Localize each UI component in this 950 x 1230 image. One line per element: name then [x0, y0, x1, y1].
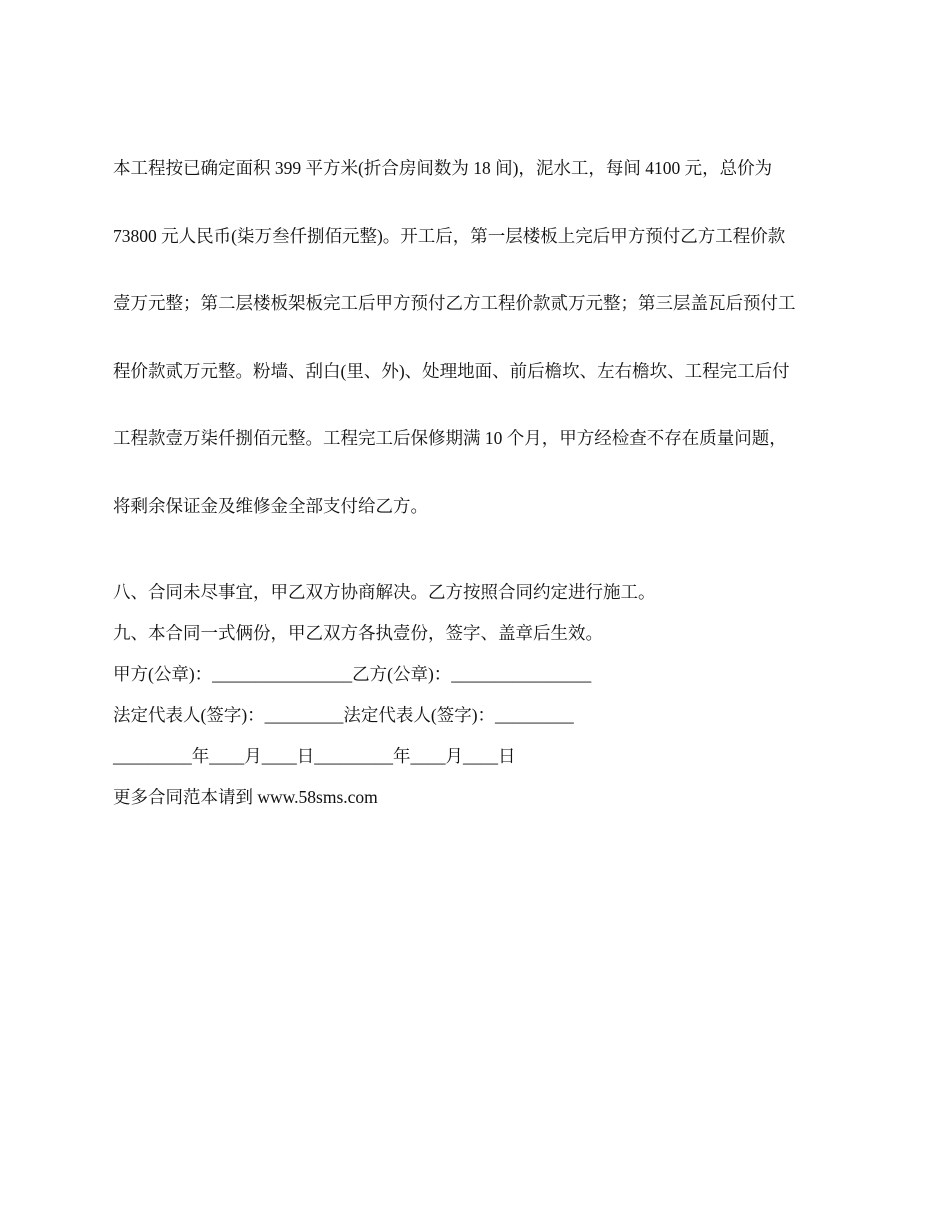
payment-terms-line: 本工程按已确定面积 399 平方米(折合房间数为 18 间)，泥水工，每间 4100 元，总价为 [113, 158, 773, 178]
payment-terms-line: 程价款贰万元整。粉墙、刮白(里、外)、处理地面、前后檐坎、左右檐坎、工程完工后付 [113, 360, 790, 381]
footer-note: 更多合同范本请到 www.58sms.com [113, 787, 378, 808]
document-page [113, 112, 843, 828]
payment-terms-line: 壹万元整；第二层楼板架板完工后甲方预付乙方工程价款贰万元整；第三层盖瓦后预付工 [113, 293, 796, 313]
payment-terms-paragraph [113, 112, 843, 562]
clause-8-paragraph: 八、合同未尽事宜，甲乙双方协商解决。乙方按照合同约定进行施工。 [113, 582, 656, 602]
payment-terms-line: 工程款壹万柒仟捌佰元整。工程完工后保修期满 10 个月，甲方经检查不存在质量问题， [113, 428, 787, 448]
payment-terms-line: 将剩余保证金及维修金全部支付给乙方。 [113, 495, 428, 516]
payment-terms-line: 73800 元人民币(柒万叁仟捌佰元整)。开工后，第一层楼板上完后甲方预付乙方工程价款 [113, 225, 786, 246]
representative-signature-line: 法定代表人(签字)：_________法定代表人(签字)：_________ [113, 705, 574, 726]
clause-9-paragraph: 九、本合同一式俩份，甲乙双方各执壹份，签字、盖章后生效。 [113, 623, 603, 644]
date-line: _________年____月____日_________年____月____日 [113, 746, 516, 767]
seal-signature-line: 甲方(公章)：________________乙方(公章)：________________ [113, 664, 592, 685]
